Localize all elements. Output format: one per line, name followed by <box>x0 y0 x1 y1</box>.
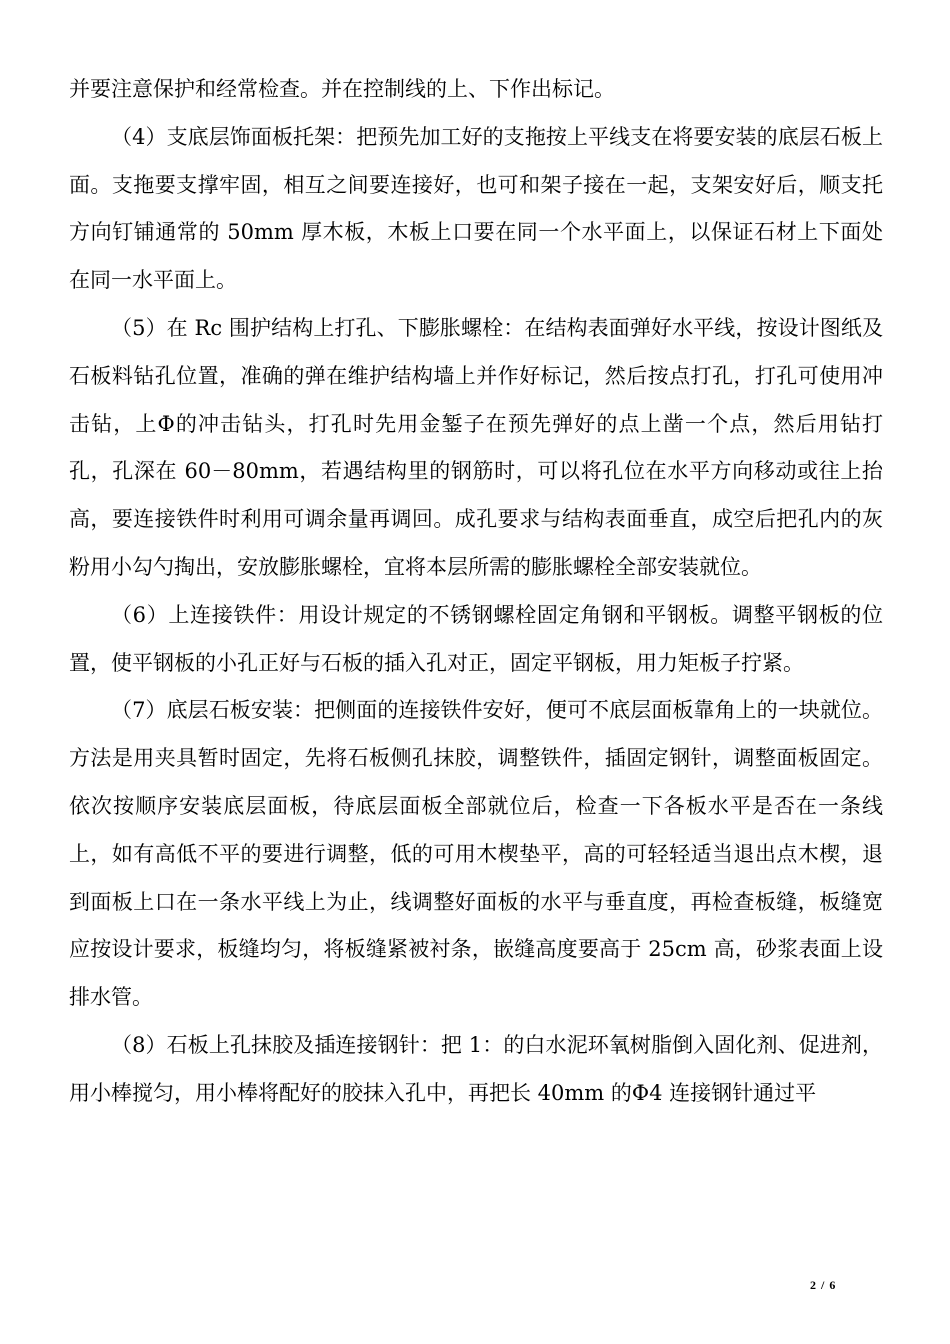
paragraph-step-7: （7）底层石板安装：把侧面的连接铁件安好，便可不底层面板靠角上的一块就位。方法是用夹具暂时固定，先将石板侧孔抹胶，调整铁件，插固定钢针，调整面板固定。依次按顺序安装底层面板，待底层面板全部就位后，检查一下各板水平是否在一条线上，如有高低不平的要进行调整，低的可用木楔垫平，高的可轻轻适当退出点木楔，退到面板上口在一条水平线上为止，线调整好面板的水平与垂直度，再检查板缝，板缝宽应按设计要求，板缝均匀，将板缝紧被衬条，嵌缝高度要高于 25cm 高，砂浆表面上设排水管。 <box>69 698 883 1010</box>
paragraph-step-6: （6）上连接铁件：用设计规定的不锈钢螺栓固定角钢和平钢板。调整平钢板的位置，使平钢板的小孔正好与石板的插入孔对正，固定平钢板，用力矩板子拧紧。 <box>69 602 883 675</box>
paragraph-step-5: （5）在 Rc 围护结构上打孔、下膨胀螺栓：在结构表面弹好水平线，按设计图纸及石板料钻孔位置，准确的弹在维护结构墙上并作好标记，然后按点打孔，打孔可使用冲击钻，上Φ的冲击钻头，打孔时先用金錾子在预先弹好的点上凿一个点，然后用钻打孔，孔深在 60－80mm，若遇结构里的钢筋时，可以将孔位在水平方向移动或往上抬高，要连接铁件时利用可调余量再调回。成孔要求与结构表面垂直，成空后把孔内的灰粉用小勾勺掏出，安放膨胀螺栓，宜将本层所需的膨胀螺栓全部安装就位。 <box>69 315 883 579</box>
document-body <box>69 66 883 1118</box>
page-number: 2 / 6 <box>810 1278 837 1292</box>
paragraph-step-8: （8）石板上孔抹胶及插连接钢针：把 1：的白水泥环氧树脂倒入固化剂、促进剂，用小棒搅匀，用小棒将配好的胶抹入孔中，再把长 40mm 的Φ4 连接钢针通过平 <box>69 1032 883 1105</box>
paragraph-continued: 并要注意保护和经常检查。并在控制线的上、下作出标记。 <box>69 77 615 101</box>
paragraph-step-4: （4）支底层饰面板托架：把预先加工好的支拖按上平线支在将要安装的底层石板上面。支拖要支撑牢固，相互之间要连接好，也可和架子接在一起，支架安好后，顺支托方向钉铺通常的 50mm 厚木板，木板上口要在同一个水平面上，以保证石材上下面处在同一水平面上。 <box>69 124 883 293</box>
